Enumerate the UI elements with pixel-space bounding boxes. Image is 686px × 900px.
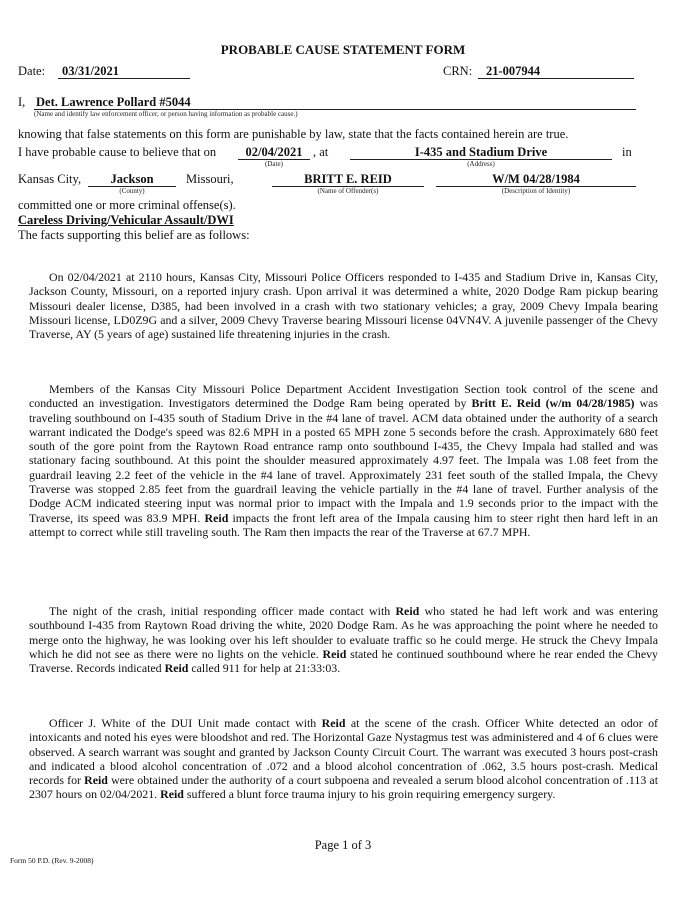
city-label: Kansas City, <box>18 172 82 186</box>
incident-date-field: 02/04/2021 <box>238 145 310 160</box>
county-caption: (County) <box>119 187 145 195</box>
offender-name-bold: Britt E. Reid (w/m 04/28/1985) <box>471 396 635 411</box>
officer-prefix: I, <box>18 95 26 109</box>
description-field: W/M 04/28/1984 <box>436 172 636 187</box>
date-label: Date: <box>18 64 46 78</box>
address-caption: (Address) <box>467 160 495 168</box>
facts-statement: The facts supporting this belief are as follows: <box>18 228 250 242</box>
state-label: Missouri, <box>186 172 234 186</box>
offender-caption: (Name of Offender(s) <box>317 187 379 195</box>
paragraph-3: The night of the crash, initial responding officer made contact with Reid who stated he had left work and was entering southbound I-435 from Raytown Road driving the white, 2020 Dodge Ram. As he was approaching the point where he needed to merge onto the highway, he was looking over his left shoulder to evaluate traffic so he could merge. He struck the Chevy Impala which he did not see as there were no lights on the vehicle. Reid stated he continued southbound where he rear ended the Chevy Traverse. Records indicated Reid called 911 for help at 21:33:03. <box>29 604 659 676</box>
in-label: in <box>622 145 632 159</box>
offender-field: BRITT E. REID <box>272 172 424 187</box>
county-field: Jackson <box>88 172 176 187</box>
description-caption: (Description of Identity) <box>501 187 571 195</box>
paragraph-2: Members of the Kansas City Missouri Police Department Accident Investigation Section took control of the scene and conducted an investigation. Investigators determined the Dodge Ram being operated by Britt E. Reid (w/m 04/28/1985) was traveling southbound on I-435 south of Stadium Drive in the #4 lane of travel. ACM data obtained under the authority of a search warrant indicated the Dodge's speed was 82.6 MPH in a posted 65 MPH zone 5 seconds before the crash. Approximately 680 feet south of the gore point from the Raytown Road entrance ramp onto southbound I-435, the Chevy Impala had stalled and was stationary facing southbound. At this point the shoulder measured approximately 4.97 feet. The Impala was 1.08 feet from the guardrail leaving 2.2 feet of the vehicle in the #4 lane of travel. Approximately 231 feet south of the stalled Impala, the Chevy Traverse was stopped 2.85 feet from the guardrail leaving the vehicle partially in the #4 lane of travel. Further analysis of the Dodge ACM indicated steering input was normal prior to impact with the Impala and 1.9 seconds prior to the impact with the Traverse, its speed was 83.9 MPH. Reid impacts the front left area of the Impala causing him to steer right then hard left in an attempt to correct while still traveling south. The Ram then impacts the rear of the Traverse at 67.7 MPH. <box>29 382 658 539</box>
paragraph-4: Officer J. White of the DUI Unit made contact with Reid at the scene of the crash. Officer White detected an odor of intoxicants and noted his eyes were bloodshot and red. The Horizontal Gaze Nystagmus test was administered and 4 of 6 clues were observed. A search warrant was sought and granted by Jackson County Circuit Court. The warrant was executed 3 hours post-crash and indicated a blood alcohol concentration of .072 and a blood alcohol concentration of .062, 3.5 hours post-crash. Medical records for Reid were obtained under the authority of a court subpoena and revealed a serum blood alcohol concentration of .113 at 2307 hours on 02/04/2021. Reid suffered a blunt force trauma injury to his groin requiring emergency surgery. <box>29 716 658 802</box>
form-number: Form 50 P.D. (Rev. 9-2008) <box>10 856 94 865</box>
knowing-statement: knowing that false statements on this form are punishable by law, state that the facts contained herein are true. <box>18 127 569 141</box>
committed-statement: committed one or more criminal offense(s). <box>18 198 236 212</box>
paragraph-1: On 02/04/2021 at 2110 hours, Kansas City, Missouri Police Officers responded to I-435 and Stadium Drive in, Kansas City, Jackson County, Missouri, on a reported injury crash. Upon arrival it was determined a white, 2020 Dodge Ram pickup bearing Missouri dealer license, D385, had been involved in a crash with two stationary vehicles; a gray, 2009 Chevy Impala bearing Missouri license, LD0Z9G and a silver, 2009 Chevy Traverse bearing Missouri license 04VN4V. A juvenile passenger of the Chevy Traverse, AY (5 years of age) sustained life threatening injuries in the crash. <box>29 270 658 342</box>
cause-prefix: I have probable cause to believe that on <box>18 145 217 159</box>
page-number: Page 1 of 3 <box>314 838 372 852</box>
crn-label: CRN: <box>443 64 473 78</box>
officer-name-field: Det. Lawrence Pollard #5044 <box>34 95 636 110</box>
form-title: PROBABLE CAUSE STATEMENT FORM <box>220 42 466 57</box>
crn-field: 21-007944 <box>478 64 634 79</box>
date-caption: (Date) <box>265 160 283 168</box>
officer-caption: (Name and identify law enforcement officer, or person having information as probable cause.) <box>34 110 298 118</box>
address-field: I-435 and Stadium Drive <box>350 145 612 160</box>
at-label: , at <box>313 145 329 159</box>
date-field: 03/31/2021 <box>58 64 190 79</box>
offense-title: Careless Driving/Vehicular Assault/DWI <box>18 213 234 227</box>
